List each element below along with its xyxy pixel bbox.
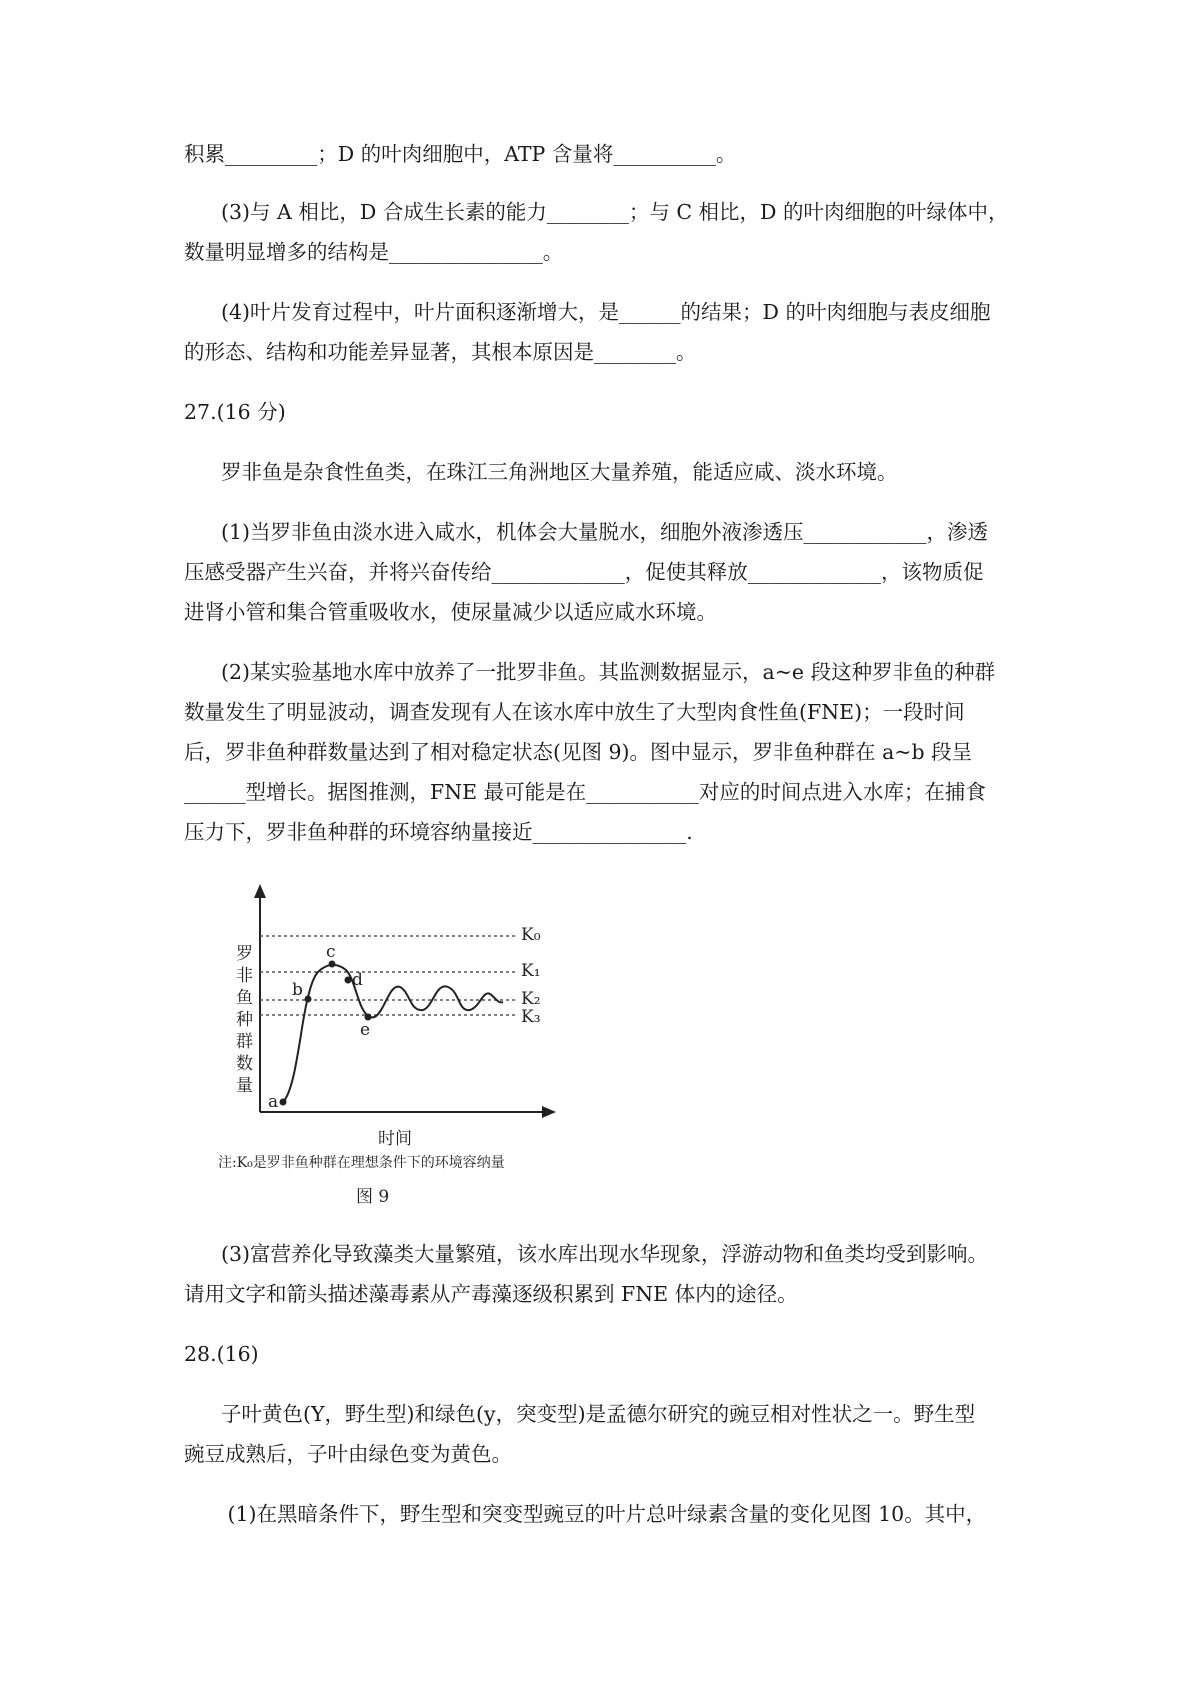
line-12: 数量发生了明显波动，调查发现有人在该水库中放生了大型肉食性鱼(FNE)；一段时间 (184, 700, 965, 724)
line-4: (4)叶片发育过程中，叶片面积逐渐增大，是______的结果；D 的叶肉细胞与表皮细胞 (221, 300, 991, 324)
line-9: 压感受器产生兴奋，并将兴奋传给_____________，促使其释放_____________，该物质促 (184, 560, 984, 584)
k1-label: K₁ (521, 961, 541, 981)
point-b (305, 996, 312, 1003)
population-curve (283, 965, 503, 1102)
line-13: 后，罗非鱼种群数量达到了相对稳定状态(见图 9)。图中显示，罗非鱼种群在 a~b 段呈 (184, 740, 973, 764)
x-axis-arrow (542, 1106, 556, 1118)
line-8: (1)当罗非鱼由淡水进入咸水，机体会大量脱水，细胞外液渗透压____________，渗透 (221, 520, 989, 544)
line-1: 积累_________；D 的叶肉细胞中，ATP 含量将__________。 (184, 142, 737, 166)
population-chart (228, 882, 648, 1182)
y-axis-label: 罗非鱼种群数量 (232, 944, 252, 1098)
line-17: 请用文字和箭头描述藻毒素从产毒藻逐级积累到 FNE 体内的途径。 (184, 1282, 798, 1306)
line-14: ______型增长。据图推测，FNE 最可能是在___________对应的时间点进入水库；在捕食 (184, 780, 986, 804)
figure-caption: 图 9 (356, 1187, 390, 1207)
x-axis-label: 时间 (378, 1129, 412, 1149)
line-10: 进肾小管和集合管重吸收水，使尿量减少以适应咸水环境。 (184, 600, 717, 624)
figure-note: 注:K₀是罗非鱼种群在理想条件下的环境容纳量 (218, 1155, 505, 1171)
line-2: (3)与 A 相比，D 合成生长素的能力________；与 C 相比，D 的叶肉细胞的叶绿体中， (221, 200, 1009, 224)
k0-label: K₀ (521, 925, 541, 945)
label-c: c (326, 942, 336, 962)
label-a: a (268, 1092, 279, 1112)
line-15: 压力下，罗非鱼种群的环境容纳量接近_______________. (184, 820, 693, 844)
question-27-heading: 27.(16 分) (184, 400, 286, 424)
line-16: (3)富营养化导致藻类大量繁殖，该水库出现水华现象，浮游动物和鱼类均受到影响。 (221, 1242, 989, 1266)
line-5: 的形态、结构和功能差异显著，其根本原因是________。 (184, 340, 697, 364)
y-axis-arrow (254, 884, 266, 898)
line-19: 子叶黄色(Y，野生型)和绿色(y，突变型)是孟德尔研究的豌豆相对性状之一。野生型 (221, 1402, 976, 1426)
point-d (345, 977, 352, 984)
line-20: 豌豆成熟后，子叶由绿色变为黄色。 (184, 1442, 512, 1466)
k2-label: K₂ (521, 989, 541, 1009)
line-21: (1)在黑暗条件下，野生型和突变型豌豆的叶片总叶绿素含量的变化见图 10。其中， (221, 1502, 987, 1526)
point-a (280, 1099, 287, 1106)
figure-9 (218, 882, 648, 1212)
label-e: e (360, 1020, 371, 1040)
line-11: (2)某实验基地水库中放养了一批罗非鱼。其监测数据显示，a~e 段这种罗非鱼的种群 (221, 660, 996, 684)
question-28-heading: 28.(16) (184, 1342, 259, 1366)
k3-label: K₃ (521, 1007, 541, 1027)
line-3: 数量明显增多的结构是_______________。 (184, 240, 564, 264)
line-7: 罗非鱼是杂食性鱼类，在珠江三角洲地区大量养殖，能适应咸、淡水环境。 (221, 460, 898, 484)
label-d: d (352, 970, 363, 990)
label-b: b (292, 980, 303, 1000)
